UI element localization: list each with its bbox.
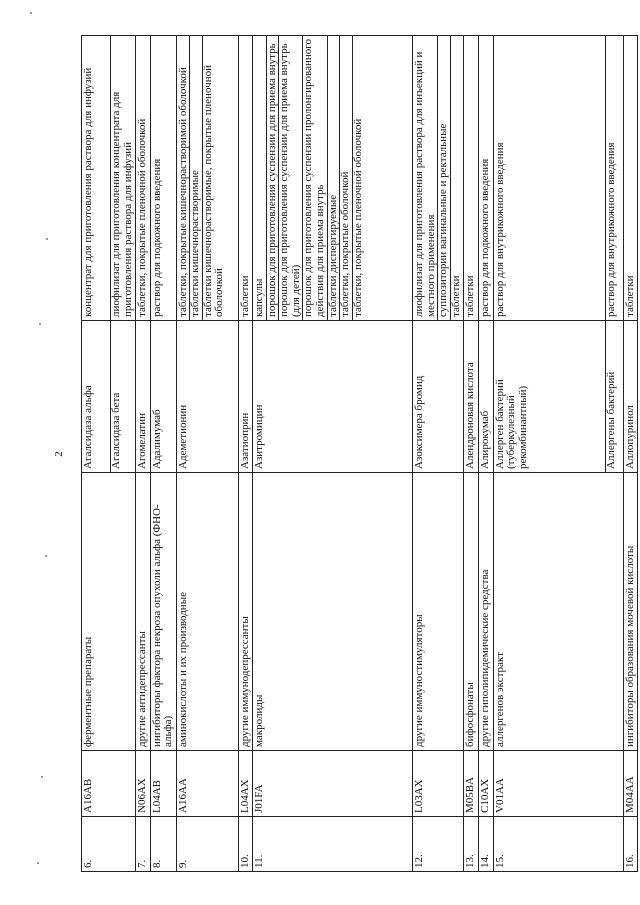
drug-name: Азоксимера бромид [413, 321, 464, 473]
dosage-form: таблетки [623, 36, 638, 321]
table-row [238, 36, 253, 872]
row-number: 10. [238, 817, 253, 872]
drug-name-cell [493, 321, 623, 473]
drug-name: Алендроновая кислота [464, 321, 479, 473]
row-number: 6. [82, 817, 136, 872]
drug-group: другие антидепрессанты [136, 473, 151, 751]
atc-code: L04AB [150, 751, 176, 817]
drug-list-sheet [81, 36, 636, 872]
scan-speck [45, 555, 47, 557]
row-number: 11. [253, 817, 413, 872]
drug-group: ингибиторы фактора некроза опухоли альфа (ФНО-альфа) [150, 473, 176, 751]
row-number: 15. [493, 817, 623, 872]
dosage-form: таблетки, покрытые пленочной оболочкой [352, 36, 365, 320]
dosage-forms-cell [253, 36, 413, 321]
dosage-form: порошок для приготовления суспензии для приема внутрь (для детей) [278, 36, 302, 320]
dosage-forms-cell [176, 36, 238, 321]
dosage-form: раствор для внутрикожного введения [493, 142, 506, 317]
drug-group: ферментные препараты [82, 473, 136, 751]
table-row [464, 36, 479, 872]
drug-name: Аллерген бактерий (туберкулезный рекомбинантный) [493, 379, 529, 469]
table-row [413, 36, 464, 872]
dosage-form: таблетки [450, 36, 463, 320]
table-row [176, 36, 238, 872]
table-row [150, 36, 176, 872]
scan-speck [41, 776, 43, 778]
drug-group: аминокислоты и их производные [176, 473, 238, 751]
dosage-form: порошок для приготовления суспензии для приема внутрь [266, 36, 279, 320]
dosage-forms-cell [493, 36, 623, 321]
dosage-form: таблетки кишечнорастворимые, покрытые пленочной оболочкой [202, 36, 226, 320]
atc-code: L03AX [413, 751, 464, 817]
dosage-form: концентрат для приготовления раствора для инфузий [82, 67, 94, 317]
atc-code: M05BA [464, 751, 479, 817]
row-number: 14. [479, 817, 494, 872]
dosage-form: раствор для подкожного введения [479, 36, 494, 321]
drug-name: Алирокумаб [479, 321, 494, 473]
scan-speck [30, 12, 32, 14]
dosage-forms-cell [413, 36, 464, 321]
row-number: 9. [176, 817, 238, 872]
page-number: 2 [52, 451, 65, 457]
atc-code: J01FA [253, 751, 413, 817]
drug-name: Аллергены бактерий [605, 321, 618, 472]
table-row [479, 36, 494, 872]
drug-name: Азитромицин [253, 321, 413, 473]
drug-name: Адалимумаб [150, 321, 176, 473]
drug-name: Адеметионин [176, 321, 238, 473]
dosage-form: таблетки кишечнорастворимые [189, 36, 202, 320]
dosage-form: лиофилизат для приготовления раствора для инъекций и местного применения [413, 51, 437, 317]
dosage-form: лиофилизат для приготовления концентрата для приготовления раствора для инфузий [110, 36, 134, 320]
table-row [253, 36, 413, 872]
row-number: 16. [623, 817, 638, 872]
table-row [136, 36, 151, 872]
row-number: 7. [136, 817, 151, 872]
row-number: 8. [150, 817, 176, 872]
dosage-form: таблетки [238, 36, 253, 321]
drug-name-cell [82, 321, 136, 473]
table-row [82, 36, 136, 872]
dosage-form: капсулы [253, 278, 266, 317]
scan-speck [37, 862, 39, 864]
drug-group: ингибиторы образования мочевой кислоты [623, 473, 638, 751]
drug-list-table [81, 35, 638, 872]
dosage-form: суппозитории вагинальные и ректальные [437, 36, 450, 320]
table-row [623, 36, 638, 872]
dosage-form: раствор для подкожного введения [150, 36, 176, 321]
row-number: 13. [464, 817, 479, 872]
atc-code: V01AA [493, 751, 623, 817]
atc-code: A16AA [176, 751, 238, 817]
drug-group: аллергенов экстракт [493, 473, 623, 751]
table-row [493, 36, 623, 872]
drug-name: Аллопуринол [623, 321, 638, 473]
row-number: 12. [413, 817, 464, 872]
drug-group: другие иммуностимуляторы [413, 473, 464, 751]
atc-code: A16AB [82, 751, 136, 817]
drug-group: бифосфонаты [464, 473, 479, 751]
atc-code: C10AX [479, 751, 494, 817]
dosage-form: таблетки, покрытые кишечнорастворимой оболочкой [176, 67, 189, 317]
dosage-form: таблетки, покрытые пленочной оболочкой [136, 36, 151, 321]
dosage-form: таблетки, покрытые оболочкой [339, 36, 352, 320]
scan-speck [39, 323, 41, 325]
drug-group: другие гиполипидемические средства [479, 473, 494, 751]
drug-group: другие иммунодепрессанты [238, 473, 253, 751]
dosage-form: порошок для приготовления суспензии пролонгированного действия для приема внутрь [302, 36, 326, 320]
drug-name: Агомелатин [136, 321, 151, 473]
dosage-forms-cell [82, 36, 136, 321]
dosage-form: таблетки диспергируемые [327, 36, 340, 320]
atc-code: L04AX [238, 751, 253, 817]
drug-name: Агалсидаза бета [110, 321, 123, 472]
drug-name: Азатиоприн [238, 321, 253, 473]
drug-name: Агалсидаза альфа [82, 385, 94, 469]
scan-speck [46, 238, 48, 240]
atc-code: M04AA [623, 751, 638, 817]
atc-code: N06AX [136, 751, 151, 817]
dosage-form: раствор для внутрикожного введения [605, 36, 618, 320]
dosage-form: таблетки [464, 36, 479, 321]
drug-group: макролиды [253, 473, 413, 751]
